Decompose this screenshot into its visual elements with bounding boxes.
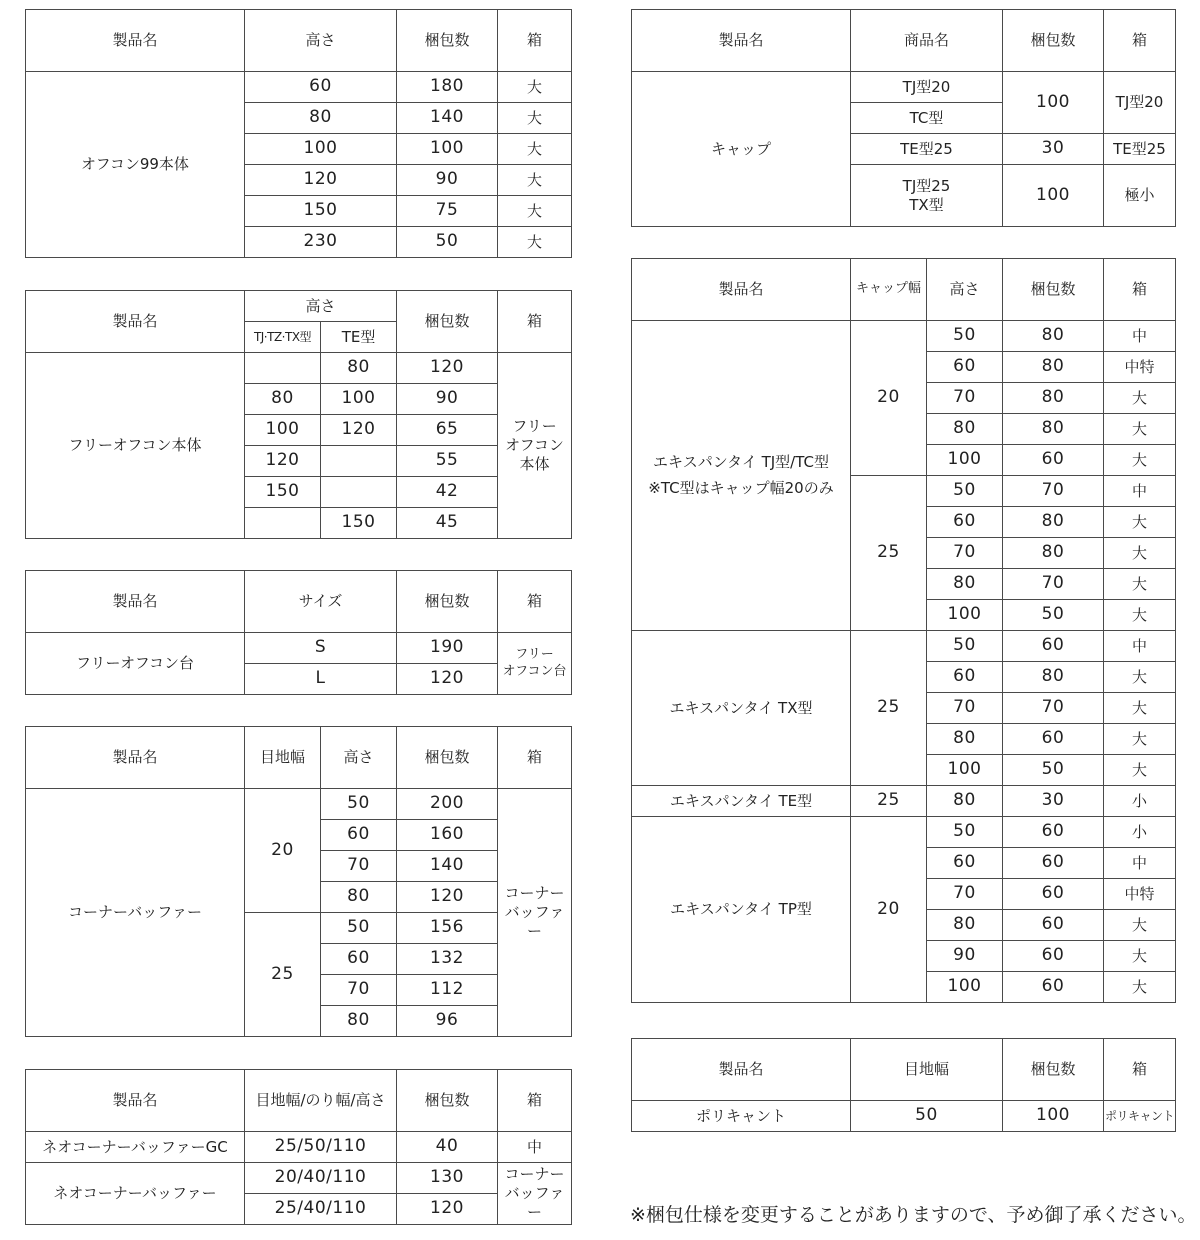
height-cell: 50	[927, 817, 1003, 848]
box-cell: 大	[1104, 383, 1176, 414]
box-cell: 中特	[1104, 352, 1176, 383]
box-cell: 大	[1104, 507, 1176, 538]
item-cell: TJ型20	[851, 72, 1003, 103]
height-cell: 230	[245, 227, 397, 258]
table-row	[26, 72, 572, 103]
height-a-cell: 100	[245, 415, 321, 446]
height-cell: 70	[321, 851, 397, 882]
pack-cell: 80	[1003, 507, 1104, 538]
pack-cell: 80	[1003, 662, 1104, 693]
table-expantie	[631, 258, 1176, 1003]
height-cell: 80	[927, 786, 1003, 817]
pack-cell: 30	[1003, 786, 1104, 817]
joint-width-cell: 20	[245, 789, 321, 913]
header-box: 箱	[498, 571, 572, 633]
box-cell: 中	[1104, 321, 1176, 352]
header-size: サイズ	[245, 571, 397, 633]
pack-cell: 80	[1003, 321, 1104, 352]
header-box: 箱	[498, 291, 572, 353]
height-a-cell: 80	[245, 384, 321, 415]
height-cell: 100	[927, 600, 1003, 631]
pack-cell: 75	[397, 196, 498, 227]
box-cell: コーナー バッファー	[498, 1163, 572, 1225]
header-product-name: 製品名	[632, 259, 851, 321]
item-cell: TE型25	[851, 134, 1003, 165]
height-cell: 50	[927, 321, 1003, 352]
product-name: オフコン99本体	[26, 72, 245, 258]
product-name: エキスパンタイ TJ型/TC型 ※TC型はキャップ幅20のみ	[632, 321, 851, 631]
header-product-name: 製品名	[632, 1039, 851, 1101]
pack-cell: 80	[1003, 414, 1104, 445]
product-name: フリーオフコン台	[26, 633, 245, 695]
height-a-cell	[245, 353, 321, 384]
pack-cell: 140	[397, 851, 498, 882]
header-height: 高さ	[927, 259, 1003, 321]
height-cell: 60	[927, 848, 1003, 879]
pack-cell: 180	[397, 72, 498, 103]
pack-cell: 90	[397, 384, 498, 415]
box-cell: 大	[1104, 910, 1176, 941]
height-cell: 50	[927, 631, 1003, 662]
box-cell: コーナー バッファー	[498, 789, 572, 1037]
header-pack: 梱包数	[397, 10, 498, 72]
pack-cell: 65	[397, 415, 498, 446]
height-cell: 100	[927, 445, 1003, 476]
height-cell: 100	[927, 755, 1003, 786]
height-b-cell	[321, 446, 397, 477]
product-name: コーナーバッファー	[26, 789, 245, 1037]
pack-cell: 42	[397, 477, 498, 508]
table-row	[26, 353, 572, 384]
dimension-cell: 20/40/110	[245, 1163, 397, 1194]
table-row	[26, 789, 572, 820]
pack-cell: 200	[397, 789, 498, 820]
header-box: 箱	[1104, 10, 1176, 72]
box-cell: 小	[1104, 817, 1176, 848]
pack-cell: 112	[397, 975, 498, 1006]
dimension-cell: 25/40/110	[245, 1194, 397, 1225]
pack-cell: 160	[397, 820, 498, 851]
pack-cell: 100	[1003, 1101, 1104, 1132]
pack-cell: 50	[397, 227, 498, 258]
pack-cell: 80	[1003, 383, 1104, 414]
cap-width-cell: 20	[851, 321, 927, 476]
pack-cell: 70	[1003, 569, 1104, 600]
pack-cell: 60	[1003, 848, 1104, 879]
pack-cell: 60	[1003, 445, 1104, 476]
header-box: 箱	[498, 10, 572, 72]
header-te: TE型	[321, 322, 397, 353]
box-cell: 大	[498, 165, 572, 196]
dimension-cell: 25/50/110	[245, 1132, 397, 1163]
pack-cell: 60	[1003, 972, 1104, 1003]
header-product-name: 製品名	[26, 1070, 245, 1132]
table-row	[26, 633, 572, 664]
table-row	[632, 321, 1176, 352]
height-b-cell: 120	[321, 415, 397, 446]
box-cell: 大	[1104, 538, 1176, 569]
pack-cell: 96	[397, 1006, 498, 1037]
pack-cell: 190	[397, 633, 498, 664]
joint-width-cell: 25	[245, 913, 321, 1037]
box-cell: 中	[498, 1132, 572, 1163]
box-cell: 大	[1104, 414, 1176, 445]
size-cell: L	[245, 664, 397, 695]
pack-cell: 55	[397, 446, 498, 477]
box-cell: 大	[1104, 724, 1176, 755]
product-name: エキスパンタイ TP型	[632, 817, 851, 1003]
pack-cell: 120	[397, 353, 498, 384]
height-b-cell: 80	[321, 353, 397, 384]
height-cell: 80	[927, 910, 1003, 941]
item-cell: TJ型25 TX型	[851, 165, 1003, 227]
box-cell: 大	[1104, 693, 1176, 724]
table-free-offcon-stand	[25, 570, 572, 695]
pack-cell: 120	[397, 664, 498, 695]
table-row	[632, 786, 1176, 817]
header-product-name: 製品名	[26, 291, 245, 353]
height-cell: 50	[321, 913, 397, 944]
size-cell: S	[245, 633, 397, 664]
box-cell: 中	[1104, 631, 1176, 662]
header-joint-width: 目地幅	[851, 1039, 1003, 1101]
header-pack: 梱包数	[397, 291, 498, 353]
pack-cell: 60	[1003, 879, 1104, 910]
pack-cell: 45	[397, 508, 498, 539]
pack-cell: 60	[1003, 941, 1104, 972]
item-cell: TC型	[851, 103, 1003, 134]
box-cell: 大	[1104, 972, 1176, 1003]
box-cell: TE型25	[1104, 134, 1176, 165]
pack-cell: 60	[1003, 631, 1104, 662]
pack-cell: 60	[1003, 910, 1104, 941]
header-pack: 梱包数	[397, 1070, 498, 1132]
box-cell: 大	[498, 227, 572, 258]
joint-width-cell: 50	[851, 1101, 1003, 1132]
table-row	[632, 1101, 1176, 1132]
height-cell: 80	[321, 1006, 397, 1037]
height-cell: 60	[245, 72, 397, 103]
height-cell: 100	[927, 972, 1003, 1003]
height-cell: 60	[321, 944, 397, 975]
pack-cell: 100	[1003, 165, 1104, 227]
box-cell: 大	[1104, 662, 1176, 693]
header-tj-tz-tx: TJ·TZ·TX型	[245, 322, 321, 353]
height-cell: 60	[927, 507, 1003, 538]
box-cell: フリー オフコン 本体	[498, 353, 572, 539]
box-cell: 小	[1104, 786, 1176, 817]
box-cell: 大	[498, 134, 572, 165]
height-cell: 80	[927, 569, 1003, 600]
height-cell: 60	[927, 662, 1003, 693]
header-pack: 梱包数	[1003, 259, 1104, 321]
height-cell: 150	[245, 196, 397, 227]
box-cell: 大	[1104, 445, 1176, 476]
pack-cell: 70	[1003, 476, 1104, 507]
box-cell: ポリキャント	[1104, 1101, 1176, 1132]
pack-cell: 132	[397, 944, 498, 975]
product-name: ネオコーナーバッファーGC	[26, 1132, 245, 1163]
pack-cell: 30	[1003, 134, 1104, 165]
height-b-cell	[321, 477, 397, 508]
header-box: 箱	[1104, 259, 1176, 321]
height-a-cell: 150	[245, 477, 321, 508]
header-product-name: 製品名	[26, 10, 245, 72]
cap-width-cell: 25	[851, 631, 927, 786]
box-cell: 中	[1104, 476, 1176, 507]
header-pack: 梱包数	[1003, 1039, 1104, 1101]
height-cell: 70	[927, 693, 1003, 724]
header-product-name: 製品名	[632, 10, 851, 72]
table-free-offcon-body	[25, 290, 572, 539]
table-corner-buffer	[25, 726, 572, 1037]
height-cell: 70	[321, 975, 397, 1006]
box-cell: 大	[498, 196, 572, 227]
table-cap	[631, 9, 1176, 227]
header-pack: 梱包数	[397, 571, 498, 633]
box-cell: 大	[1104, 569, 1176, 600]
pack-cell: 70	[1003, 693, 1104, 724]
product-name: ポリキャント	[632, 1101, 851, 1132]
header-height: 高さ	[321, 727, 397, 789]
box-cell: 中	[1104, 848, 1176, 879]
pack-cell: 60	[1003, 724, 1104, 755]
height-cell: 120	[245, 165, 397, 196]
pack-cell: 100	[397, 134, 498, 165]
box-cell: 大	[1104, 941, 1176, 972]
box-cell: 中特	[1104, 879, 1176, 910]
pack-cell: 130	[397, 1163, 498, 1194]
height-cell: 100	[245, 134, 397, 165]
table-neo-corner-buffer	[25, 1069, 572, 1225]
pack-cell: 90	[397, 165, 498, 196]
box-cell: 大	[1104, 600, 1176, 631]
product-name: キャップ	[632, 72, 851, 227]
header-box: 箱	[1104, 1039, 1176, 1101]
height-cell: 60	[927, 352, 1003, 383]
pack-cell: 40	[397, 1132, 498, 1163]
cap-width-cell: 20	[851, 817, 927, 1003]
cap-width-cell: 25	[851, 476, 927, 631]
header-pack: 梱包数	[1003, 10, 1104, 72]
pack-cell: 156	[397, 913, 498, 944]
table-row	[632, 817, 1176, 848]
header-item-name: 商品名	[851, 10, 1003, 72]
height-cell: 80	[245, 103, 397, 134]
height-cell: 80	[927, 414, 1003, 445]
height-cell: 90	[927, 941, 1003, 972]
header-height: 高さ	[245, 10, 397, 72]
pack-cell: 80	[1003, 352, 1104, 383]
header-pack: 梱包数	[397, 727, 498, 789]
height-a-cell	[245, 508, 321, 539]
height-cell: 50	[927, 476, 1003, 507]
product-name: エキスパンタイ TX型	[632, 631, 851, 786]
box-cell: 大	[1104, 755, 1176, 786]
pack-cell: 60	[1003, 817, 1104, 848]
height-b-cell: 150	[321, 508, 397, 539]
header-box: 箱	[498, 727, 572, 789]
footnote: ※梱包仕様を変更することがありますので、予め御了承ください。	[630, 1204, 1197, 1226]
height-cell: 70	[927, 538, 1003, 569]
box-cell: TJ型20	[1104, 72, 1176, 134]
product-name: エキスパンタイ TE型	[632, 786, 851, 817]
table-row	[26, 1132, 572, 1163]
pack-cell: 50	[1003, 755, 1104, 786]
header-joint-width: 目地幅	[245, 727, 321, 789]
box-cell: フリー オフコン台	[498, 633, 572, 695]
table-row	[632, 631, 1176, 662]
header-height: 高さ	[245, 291, 397, 322]
pack-cell: 120	[397, 882, 498, 913]
box-cell: 極小	[1104, 165, 1176, 227]
product-name: フリーオフコン本体	[26, 353, 245, 539]
height-b-cell: 100	[321, 384, 397, 415]
height-cell: 60	[321, 820, 397, 851]
table-row	[26, 1163, 572, 1194]
pack-cell: 100	[1003, 72, 1104, 134]
header-product-name: 製品名	[26, 571, 245, 633]
header-product-name: 製品名	[26, 727, 245, 789]
cap-width-cell: 25	[851, 786, 927, 817]
height-a-cell: 120	[245, 446, 321, 477]
height-cell: 70	[927, 383, 1003, 414]
header-box: 箱	[498, 1070, 572, 1132]
header-dimensions: 目地幅/のり幅/高さ	[245, 1070, 397, 1132]
box-cell: 大	[498, 72, 572, 103]
height-cell: 80	[927, 724, 1003, 755]
pack-cell: 50	[1003, 600, 1104, 631]
pack-cell: 140	[397, 103, 498, 134]
pack-cell: 120	[397, 1194, 498, 1225]
table-policant	[631, 1038, 1176, 1132]
box-cell: 大	[498, 103, 572, 134]
table-row	[632, 72, 1176, 103]
height-cell: 50	[321, 789, 397, 820]
height-cell: 70	[927, 879, 1003, 910]
product-name: ネオコーナーバッファー	[26, 1163, 245, 1225]
table-offcon99	[25, 9, 572, 258]
header-cap-width: キャップ幅	[851, 259, 927, 321]
height-cell: 80	[321, 882, 397, 913]
pack-cell: 80	[1003, 538, 1104, 569]
